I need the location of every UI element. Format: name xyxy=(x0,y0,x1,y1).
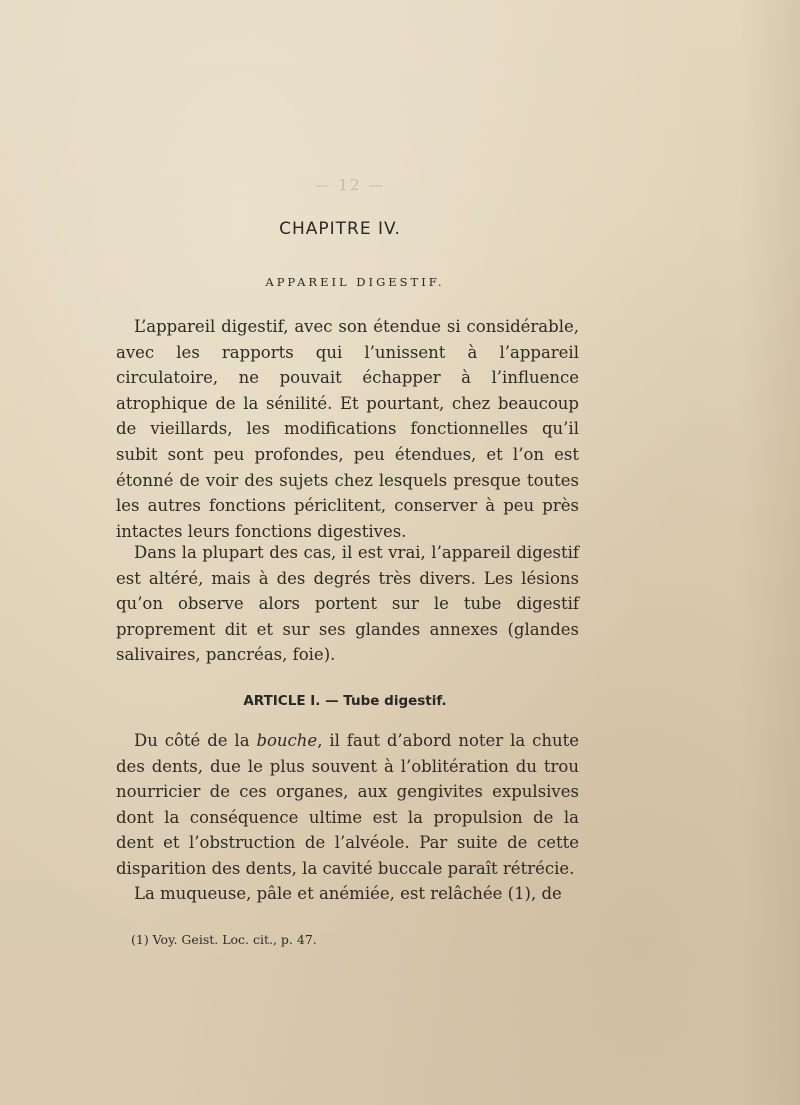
paragraph-intro: L’appareil digestif, avec son étendue si considérable, avec les rapports qui l’unissent à l’appareil circulatoire, ne pouvait échapper à l’influence atrophique de la sénilité. Et pourtant, chez beaucoup de vieillards, les modifications fonctionnelles qu’il subit sont peu profondes, peu étendues, et l’on est étonné de voir des sujets chez lesquels presque toutes les autres fonctions périclitent, conserver à peu près intactes leurs fonctions digestives. xyxy=(116,317,579,541)
section-title: APPAREIL DIGESTIF. xyxy=(265,275,445,289)
emphasis-bouche: bouche xyxy=(256,731,318,750)
paragraph-bouche xyxy=(116,728,579,882)
paragraph-lesions: Dans la plupart des cas, il est vrai, l’appareil digestif est altéré, mais à des degrés très divers. Les lésions qu’on observe alors portent sur le tube digestif proprement dit et sur ses glandes annexes (glandes salivaires, pancréas, foie). xyxy=(116,543,579,665)
paragraph-bouche-prefix: Du côté de la xyxy=(134,731,257,750)
paragraph-muqueuse: La muqueuse, pâle et anémiée, est relâchée (1), de xyxy=(134,884,562,903)
page-number: — 12 — xyxy=(314,176,386,194)
chapter-title: CHAPITRE IV. xyxy=(279,219,401,239)
page-edge-shadow xyxy=(740,0,800,1105)
footnote: (1) Voy. Geist. Loc. cit., p. 47. xyxy=(131,932,317,947)
article-heading: ARTICLE I. — Tube digestif. xyxy=(243,693,447,709)
paragraph-bouche-rest: , il faut d’abord noter la chute des dents, due le plus souvent à l’oblitération du trou nourricier de ces organes, aux gengivites expulsives dont la conséquence ultime est la propulsion de la dent et l’obstruction de l’alvéole. Par suite de cette disparition des dents, la cavité buccale paraît rétrécie. xyxy=(116,731,579,878)
